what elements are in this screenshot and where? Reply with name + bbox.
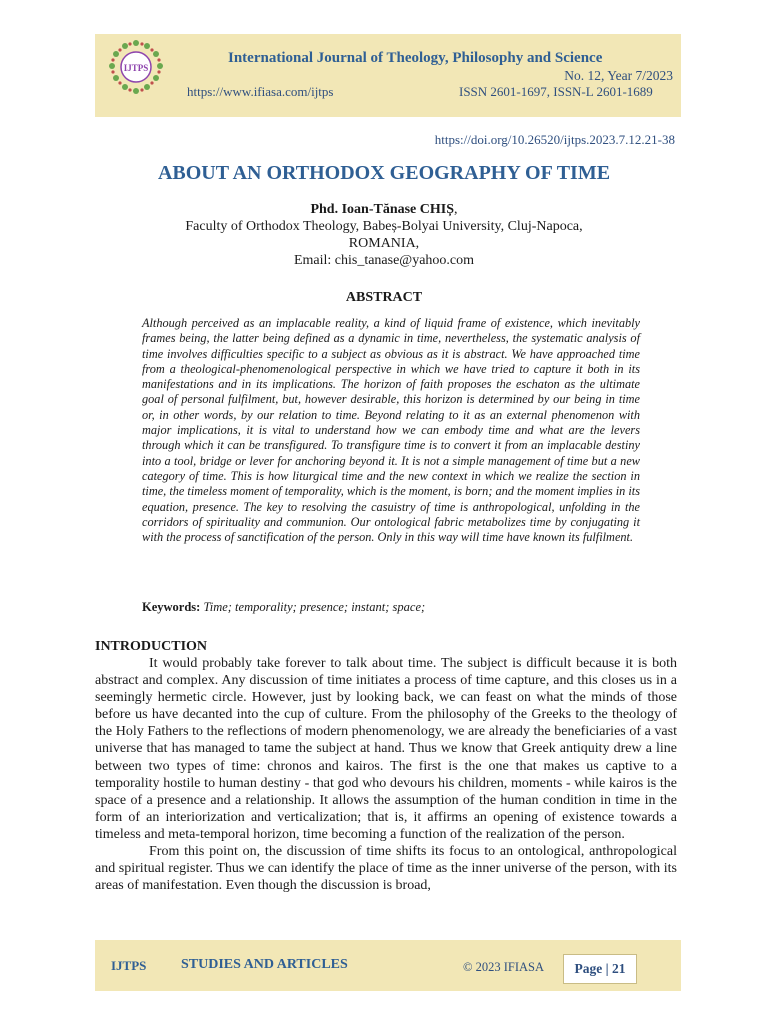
author-block: Phd. Ioan-Tănase CHIȘ, Faculty of Orthodox Theology, Babeș-Bolyai University, Cluj-Napoca, ROMANIA, Email: chis_tanase@yahoo.com xyxy=(95,201,673,269)
journal-logo xyxy=(107,38,165,96)
introduction-heading: INTRODUCTION xyxy=(95,639,208,654)
issn: ISSN 2601-1697, ISSN-L 2601-1689 xyxy=(459,84,653,99)
keywords-list: Time; temporality; presence; instant; space; xyxy=(203,600,426,614)
paragraph: From this point on, the discussion of time shifts its focus to an ontological, anthropological and spiritual register. Thus we can identify the place of time as the inner universe of the person, with its areas of manifestation. Even though the discussion is broad, xyxy=(95,844,677,894)
journal-website-link[interactable]: https://www.ifiasa.com/ijtps xyxy=(187,84,334,99)
paragraph: It would probably take forever to talk about time. The subject is difficult because it is both abstract and complex. Any discussion of time initiates a process of time capture, and this closes us in a seemingly hermetic circle. However, just by looking back, we can feast on what the minds of those before us have decanted into the cup of culture. From the philosophy of the Greeks to the theology of the Holy Fathers to the reflections of modern phenomenology, we are already the beneficiaries of a vast universe that has managed to tame the subject at hand. Thus we know that Greek antiquity drew a line between two types of time: chronos and kairos. The first is the one that makes us captive to a temporality hostile to human destiny - that god who devours his children, moments - while kairos is the space of a presence and a relationship. It allows the assumption of the human condition in time in the form of an interiorization and verticalization; that is, it affirms an opening of existence towards a timeless and meta-temporal horizon, time becoming a function of the realization of the person. xyxy=(95,656,677,842)
keywords-label: Keywords: xyxy=(142,600,201,614)
issue-number: No. 12, Year 7/2023 xyxy=(564,68,673,83)
country: ROMANIA, xyxy=(348,236,420,251)
doi-link[interactable]: https://doi.org/10.26520/ijtps.2023.7.12.21-38 xyxy=(434,132,675,147)
author-email[interactable]: Email: chis_tanase@yahoo.com xyxy=(293,253,475,268)
page-number: Page | 21 xyxy=(563,954,637,984)
footer-section-label: STUDIES AND ARTICLES xyxy=(181,957,348,972)
abstract-heading: ABSTRACT xyxy=(345,290,423,305)
footer-journal-abbr: IJTPS xyxy=(111,958,147,973)
article-title: ABOUT AN ORTHODOX GEOGRAPHY OF TIME xyxy=(157,162,611,184)
svg-text:IJTPS: IJTPS xyxy=(123,63,149,73)
abstract-text: Although perceived as an implacable reality, a kind of liquid frame of existence, which inevitably frames being, the latter being defined as a dynamic in time, nevertheless, the systematic analysis of time involves difficulties specific to a subject as obvious as it is abstract. We have approached time from a theological-phenomenological perspective in which we have tried to capture it both in its manifestations and in its implications. The horizon of faith proposes the eschaton as the ultimate goal of personal fulfilment, but, however desirable, this horizon is determined by our being in time or, in other words, by our relation to time. Beyond relating to it as an external phenomenon with major implications, it is vital to understand how we can embody time and what are the levers through which it can be transfigured. To transfigure time is to convert it from an implacable destiny into a tool, bridge or lever for anchoring beyond it. It is not a simple management of time but a new category of time. This is how liturgical time and the new context in which we realize the section in time, the timeless moment of temporality, which is the moment, is born; and the moment implies in its equation, presence. The key to resolving the casuistry of time is anthropological, unfolding in the corridors of spirituality and communion. Our ontological fabric metabolizes time by conjugating it with the process of sanctification of the person. Only in this way will time have known its fulfilment. xyxy=(142,316,640,545)
keywords xyxy=(142,600,425,615)
introduction-body xyxy=(95,655,677,894)
footer-copyright: © 2023 IFIASA xyxy=(463,960,545,974)
author-name: Phd. Ioan-Tănase CHIȘ xyxy=(310,202,455,217)
journal-title: International Journal of Theology, Philosophy and Science xyxy=(228,50,603,66)
affiliation: Faculty of Orthodox Theology, Babeș-Bolyai University, Cluj-Napoca, xyxy=(185,219,583,234)
